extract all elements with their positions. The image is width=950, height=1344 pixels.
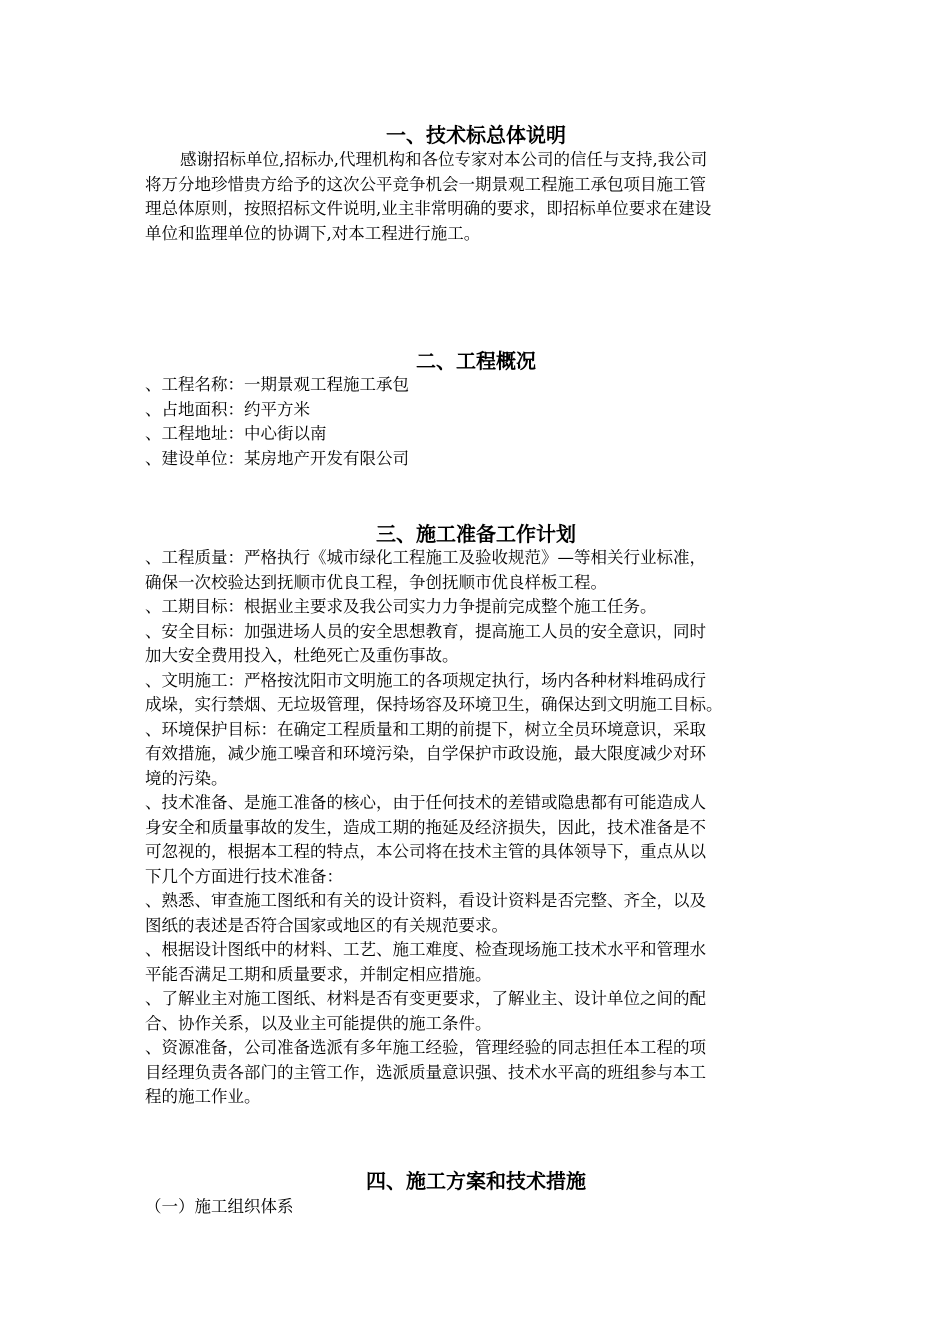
section-3-body [145,546,807,1110]
section-3-line: 目经理负责各部门的主管工作，选派质量意识强、技术水平高的班组参与本工 [145,1062,706,1082]
project-info-item: 、占地面积：约平方米 [145,399,310,419]
section-4-subheading: （一）施工组织体系 [145,1197,294,1216]
section-4-title: 四、施工方案和技术措施 [366,1169,586,1193]
section-3-line: 、技术准备、是施工准备的核心，由于任何技术的差错或隐患都有可能造成人 [145,793,706,812]
section-3-line: 、工期目标：根据业主要求及我公司实力力争提前完成整个施工任务。 [145,597,657,616]
section-3-line: 、环境保护目标：在确定工程质量和工期的前提下，树立全员环境意识，采取 [145,719,706,739]
section-3-line: 图纸的表述是否符合国家或地区的有关规范要求。 [145,915,508,935]
section-3-line: 、工程质量：严格执行《城市绿化工程施工及验收规范》—等相关行业标准， [145,548,706,567]
section-1-line: 单位和监理单位的协调下,对本工程进行施工。 [145,223,481,243]
section-3-line: 、安全目标：加强进场人员的安全思想教育，提高施工人员的安全意识，同时 [145,621,706,641]
section-3-line: 有效措施，减少施工噪音和环境污染，自学保护市政设施，最大限度减少对环 [145,744,706,763]
section-3-line: 平能否满足工期和质量要求，并制定相应措施。 [145,964,492,984]
section-3-line: 、资源准备，公司准备选派有多年施工经验，管理经验的同志担任本工程的项 [145,1038,706,1057]
section-1-body [145,148,807,246]
project-info-item: 、工程名称：一期景观工程施工承包 [145,375,409,394]
section-3-line: 、根据设计图纸中的材料、工艺、施工难度、检查现场施工技术水平和管理水 [145,940,706,959]
section-1-line: 将万分地珍惜贵方给予的这次公平竞争机会一期景观工程施工承包项目施工管 [145,174,706,194]
section-2-title: 二、工程概况 [416,349,536,373]
section-3-line: 合、协作关系，以及业主可能提供的施工条件。 [145,1013,492,1033]
section-1-title: 一、技术标总体说明 [386,123,566,147]
section-1-line: 感谢招标单位,招标办,代理机构和各位专家对本公司的信任与支持,我公司 [180,150,708,169]
section-3-line: 、文明施工：严格按沈阳市文明施工的各项规定执行，场内各种材料堆码成行 [145,670,706,690]
section-3-line: 身安全和质量事故的发生，造成工期的拖延及经济损失，因此，技术准备是不 [145,817,706,837]
section-3-line: 成垛，实行禁烟、无垃圾管理，保持场容及环境卫生，确保达到文明施工目标。 [145,695,723,714]
section-1-line: 理总体原则，按照招标文件说明,业主非常明确的要求，即招标单位要求在建设 [145,199,712,218]
project-info-item: 、工程地址：中心街以南 [145,424,327,443]
section-3-line: 、了解业主对施工图纸、材料是否有变更要求，了解业主、设计单位之间的配 [145,989,706,1008]
section-3-line: 下几个方面进行技术准备： [145,866,343,886]
section-3-title: 三、施工准备工作计划 [376,522,576,546]
section-3-line: 确保一次校验达到抚顺市优良工程，争创抚顺市优良样板工程。 [145,572,607,592]
project-info-item: 、建设单位：某房地产开发有限公司 [145,448,409,468]
section-2-list [145,373,807,471]
section-3-line: 程的施工作业。 [145,1087,261,1106]
section-3-line: 、熟悉、审查施工图纸和有关的设计资料，看设计资料是否完整、齐全，以及 [145,891,706,910]
section-3-line: 可忽视的，根据本工程的特点，本公司将在技术主管的具体领导下，重点从以 [145,842,706,861]
section-3-line: 加大安全费用投入，杜绝死亡及重伤事故。 [145,646,459,665]
section-3-line: 境的污染。 [145,768,228,788]
